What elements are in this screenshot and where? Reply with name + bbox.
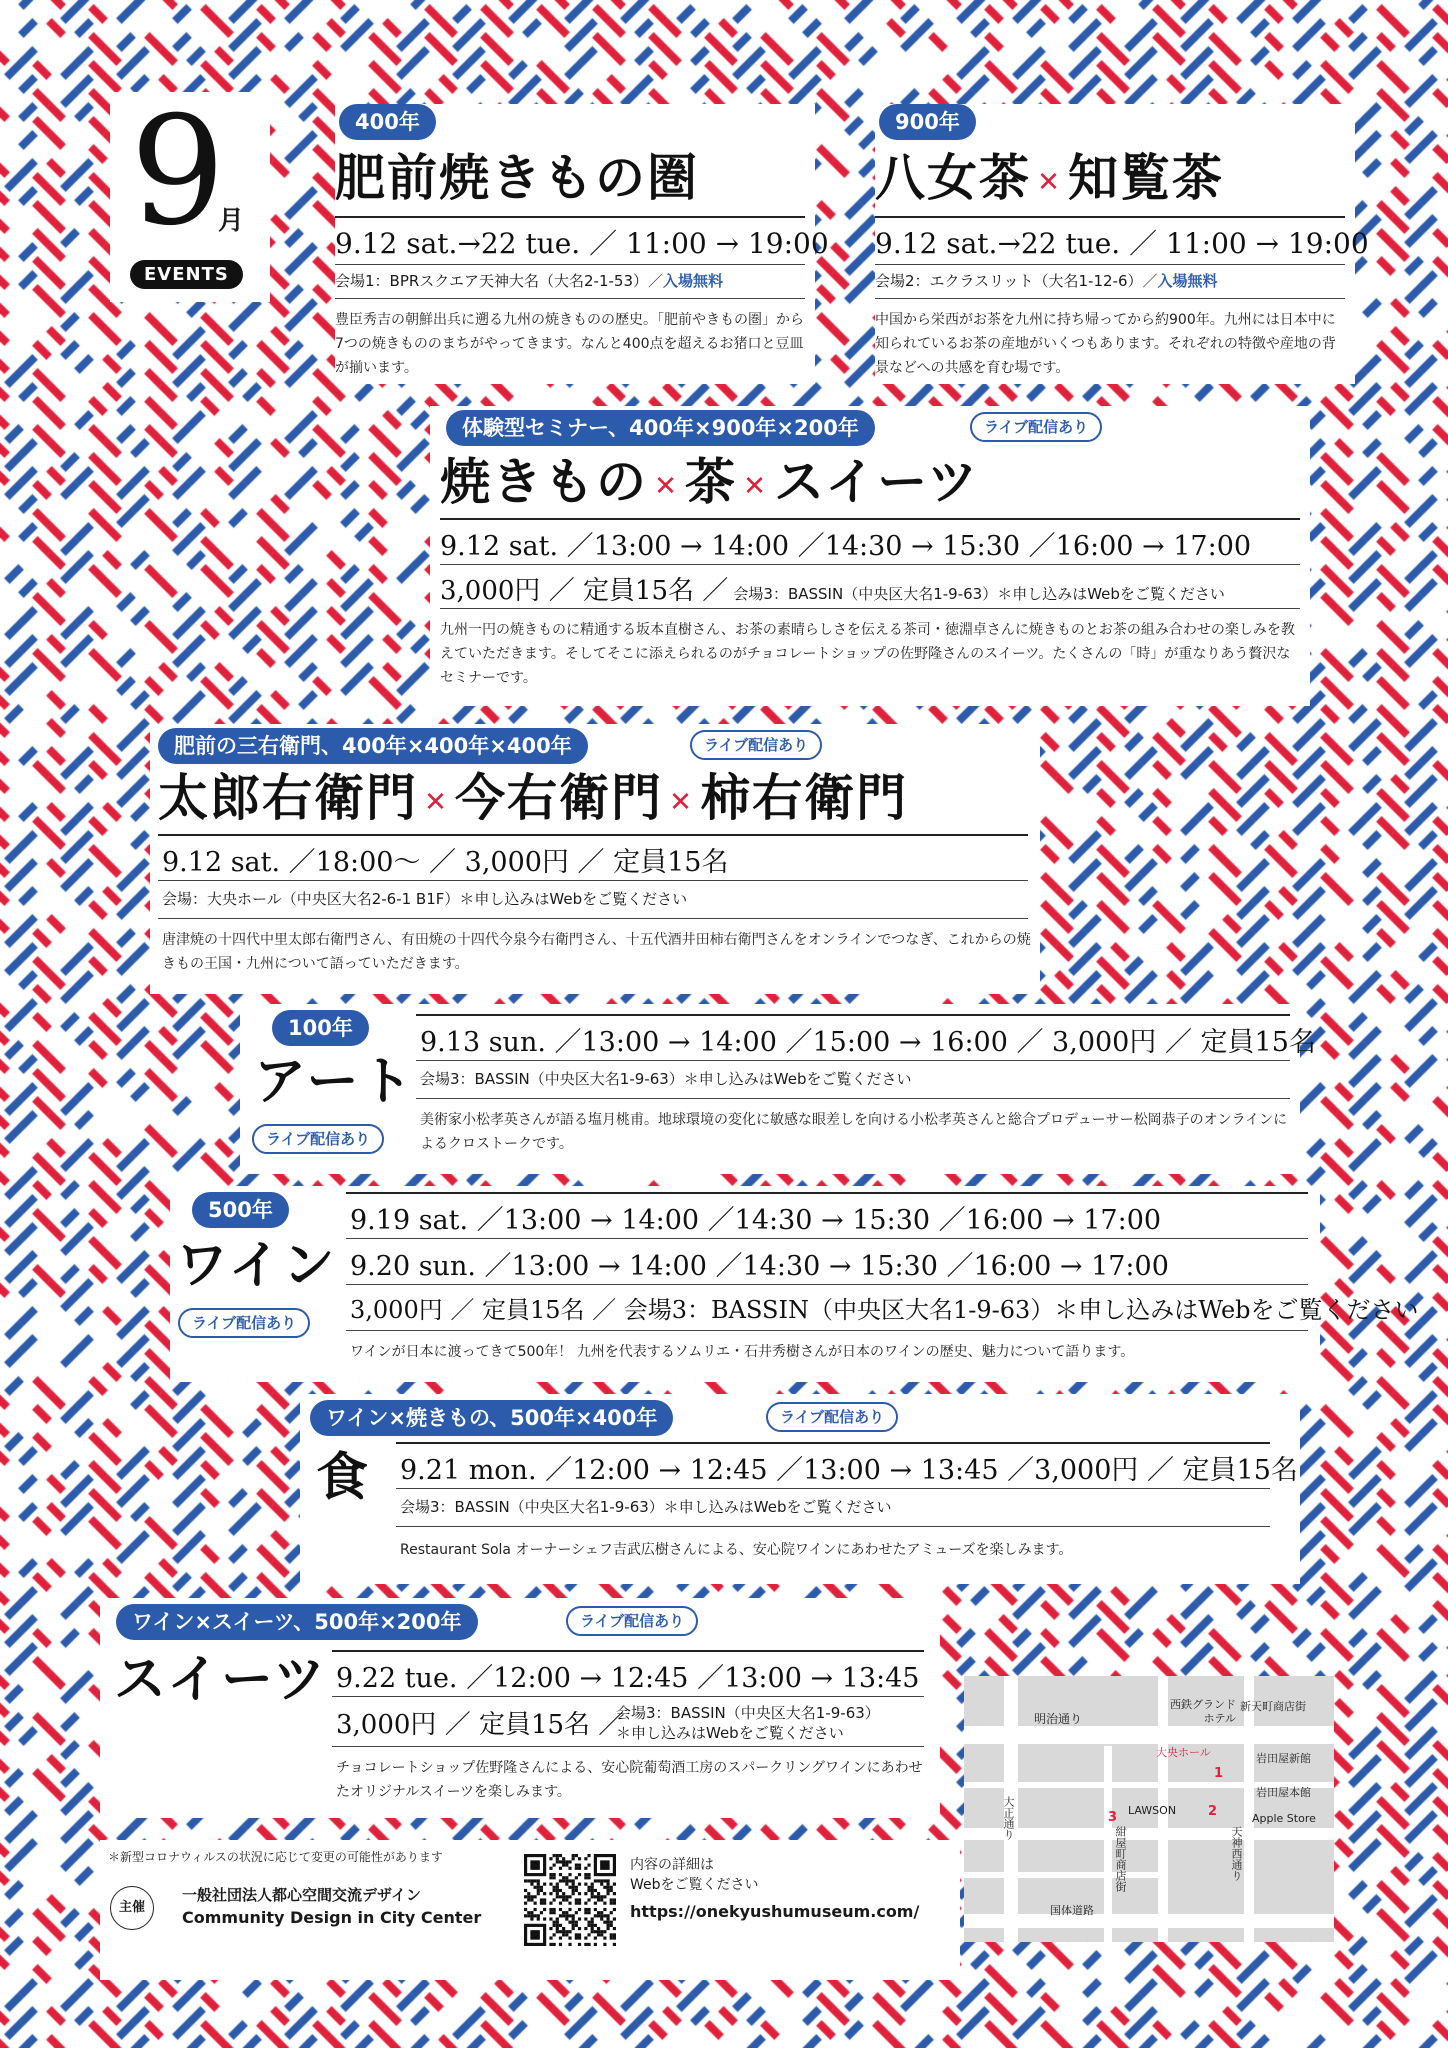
event-1-schedule: 9.12 sat.→22 tue. ／ 11:00 → 19:00: [335, 227, 829, 260]
event-8-schedule: 9.22 tue. ／12:00 → 12:45 ／13:00 → 13:45: [336, 1663, 920, 1694]
host-name-en: Community Design in City Center: [182, 1908, 482, 1927]
events-badge: EVENTS: [130, 260, 243, 289]
event-2-free: 入場無料: [1157, 272, 1218, 290]
footer: [100, 1840, 960, 1980]
event-7-venue: 会場3：BASSIN（中央区大名1-9-63）＊申し込みはWebをご覧ください: [400, 1498, 892, 1516]
event-8: [100, 1598, 940, 1818]
event-4-title: 太郎右衛門 ✕ 今右衛門 ✕ 柿右衛門: [158, 769, 909, 827]
event-8-venue: 会場3：BASSIN（中央区大名1-9-63）: [616, 1704, 880, 1722]
event-6-badge: 500年: [192, 1192, 289, 1228]
event-5-description: 美術家小松孝英さんが語る塩月桃甫。地球環境の変化に敏感な眼差しを向ける小松孝英さんと総合プロデューサー松岡恭子のオンラインによるクロストークです。: [420, 1112, 1288, 1152]
event-6-schedule-1: 9.19 sat. ／13:00 → 14:00 ／14:30 → 15:30 ／16:00 → 17:00: [350, 1205, 1162, 1236]
map-label-nishitetsu: 西鉄グランドホテル: [1170, 1698, 1236, 1725]
event-2-badge: 900年: [879, 104, 976, 140]
map-label-meiji: 明治通り: [1034, 1712, 1083, 1726]
event-8-title: スイーツ: [114, 1650, 327, 1710]
event-6-schedule-2: 9.20 sun. ／13:00 → 14:00 ／14:30 → 15:30 ／16:00 → 17:00: [350, 1251, 1169, 1282]
event-6: [170, 1186, 1419, 1382]
month-number: 9: [130, 85, 226, 259]
event-3: [430, 406, 1310, 706]
event-6-live-badge: ライブ配信あり: [178, 1308, 310, 1338]
event-4-live-badge: ライブ配信あり: [690, 730, 822, 760]
event-5-venue: 会場3：BASSIN（中央区大名1-9-63）＊申し込みはWebをご覧ください: [420, 1070, 912, 1088]
map-marker-2: 2: [1208, 1804, 1218, 1819]
event-3-price-venue: 3,000円 ／ 定員15名 ／ 会場3：BASSIN（中央区大名1-9-63）＊申し込みはWebをご覧ください: [440, 576, 1225, 606]
map-marker-3: 3: [1108, 1810, 1118, 1825]
event-8-note: ＊申し込みはWebをご覧ください: [616, 1724, 844, 1742]
event-6-price-venue: 3,000円 ／ 定員15名 ／ 会場3：BASSIN（中央区大名1-9-63）＊申し込みはWebをご覧ください: [350, 1296, 1419, 1324]
qr-code[interactable]: [524, 1854, 616, 1946]
access-map: [964, 1676, 1334, 1942]
event-4-venue: 会場：大央ホール（中央区大名2-6-1 B1F）＊申し込みはWebをご覧ください: [162, 890, 688, 908]
map-label-lawson: LAWSON: [1128, 1804, 1177, 1817]
event-2: [875, 104, 1369, 384]
event-3-schedule: 9.12 sat. ／13:00 → 14:00 ／14:30 → 15:30 ／16:00 → 17:00: [440, 531, 1252, 562]
event-1-badge: 400年: [339, 104, 436, 140]
event-5-live-badge: ライブ配信あり: [252, 1124, 384, 1154]
website-url[interactable]: https://onekyushumuseum.com/: [630, 1902, 920, 1921]
event-4-badge: 肥前の三右衛門、400年×400年×400年: [158, 728, 588, 764]
event-7-live-badge: ライブ配信あり: [766, 1402, 898, 1432]
event-1: [335, 104, 829, 384]
map-label-kokutai: 国体道路: [1050, 1904, 1094, 1917]
event-4-schedule: 9.12 sat. ／18:00〜 ／ 3,000円 ／ 定員15名: [162, 847, 729, 878]
event-7-schedule: 9.21 mon. ／12:00 → 12:45 ／13:00 → 13:45 ／3,000円 ／ 定員15名: [400, 1455, 1298, 1486]
event-1-title: 肥前焼きもの圏: [335, 149, 699, 207]
event-8-live-badge: ライブ配信あり: [566, 1606, 698, 1636]
event-2-title: 八女茶 ✕ 知覧茶: [875, 149, 1225, 207]
event-1-description: 豊臣秀吉の朝鮮出兵に遡る九州の焼きものの歴史。「肥前やきもの圏」から7つの焼きもののまちがやってきます。なんと400点を超えるお猪口と豆皿が揃います。: [335, 312, 804, 376]
event-5-badge: 100年: [272, 1010, 369, 1046]
event-2-description: 中国から栄西がお茶を九州に持ち帰ってから約900年。九州には日本中に知られているお茶の産地がいくつもあります。それぞれの特徴や産地の背景などへの共感を育む場です。: [875, 312, 1336, 376]
map-label-tenjin-nishi: 天神西通り: [1230, 1826, 1243, 1881]
event-5: [240, 1004, 1316, 1174]
event-5-schedule: 9.13 sun. ／13:00 → 14:00 ／15:00 → 16:00 ／ 3,000円 ／ 定員15名: [420, 1027, 1316, 1058]
detail-label-2: Webをご覧ください: [630, 1877, 759, 1893]
event-7-badge: ワイン×焼きもの、500年×400年: [310, 1400, 673, 1436]
map-label-shintencho: 新天町商店街: [1240, 1700, 1306, 1713]
map-label-taisho: 大正通り: [1002, 1796, 1015, 1840]
event-2-schedule: 9.12 sat.→22 tue. ／ 11:00 → 19:00: [875, 227, 1369, 260]
event-3-live-badge: ライブ配信あり: [970, 412, 1102, 442]
event-6-title: ワイン: [176, 1236, 337, 1296]
detail-label: 内容の詳細は: [630, 1857, 714, 1873]
event-1-venue: 会場1：BPRスクエア天神大名（大名2-1-53）／入場無料: [335, 272, 724, 290]
event-4-description: 唐津焼の十四代中里太郎右衛門さん、有田焼の十四代今泉今右衛門さん、十五代酒井田柿右衛門さんをオンラインでつなぎ、これからの焼きもの王国・九州について語っていただきます。: [162, 932, 1031, 972]
event-6-description: ワインが日本に渡ってきて500年！ 九州を代表するソムリエ・石井秀樹さんが日本のワインの歴史、魅力について語ります。: [350, 1344, 1135, 1360]
event-7-title: 食: [316, 1448, 371, 1508]
month-header: [110, 85, 270, 302]
map-marker-1: 1: [1214, 1766, 1224, 1781]
event-8-description: チョコレートショップ佐野隆さんによる、安心院葡萄酒工房のスパークリングワインにあわせたオリジナルスイーツを楽しみます。: [336, 1760, 923, 1800]
covid-note: ＊新型コロナウィルスの状況に応じて変更の可能性があります: [108, 1850, 443, 1864]
map-label-iwataya-new: 岩田屋新館: [1256, 1752, 1311, 1765]
host-name-ja: 一般社団法人都心空間交流デザイン: [182, 1886, 421, 1904]
event-7: [300, 1394, 1300, 1584]
map-label-konyamachi: 紺屋町商店街: [1114, 1826, 1127, 1892]
map-label-iwataya-main: 岩田屋本館: [1256, 1786, 1311, 1799]
event-2-venue: 会場2：エクラスリット（大名1-12-6）／入場無料: [875, 272, 1218, 290]
map-label-daio-hall: 大央ホール: [1156, 1746, 1211, 1759]
event-3-description: 九州一円の焼きものに精通する坂本直樹さん、お茶の素晴らしさを伝える茶司・徳淵卓さんに焼きものとお茶の組み合わせの楽しみを教えていただきます。そしてそこに添えられるのがチョコレートショップの佐野隆さんのスイーツ。たくさんの「時」が重なりあう贅沢なセミナーです。: [440, 622, 1295, 686]
month-unit: 月: [218, 206, 245, 236]
host-label: 主催: [110, 1886, 154, 1930]
map-label-apple-store: Apple Store: [1252, 1812, 1316, 1825]
event-3-title: 焼きもの ✕ 茶 ✕ スイーツ: [440, 453, 980, 511]
event-7-description: Restaurant Sola オーナーシェフ吉武広樹さんによる、安心院ワインにあわせたアミューズを楽しみます。: [400, 1542, 1073, 1558]
event-4: [150, 724, 1040, 994]
event-3-badge: 体験型セミナー、400年×900年×200年: [446, 410, 875, 446]
event-1-free: 入場無料: [663, 272, 724, 290]
event-5-title: アート: [254, 1052, 415, 1112]
event-8-price: 3,000円 ／ 定員15名 ／: [336, 1710, 625, 1740]
event-8-badge: ワイン×スイーツ、500年×200年: [116, 1604, 478, 1640]
